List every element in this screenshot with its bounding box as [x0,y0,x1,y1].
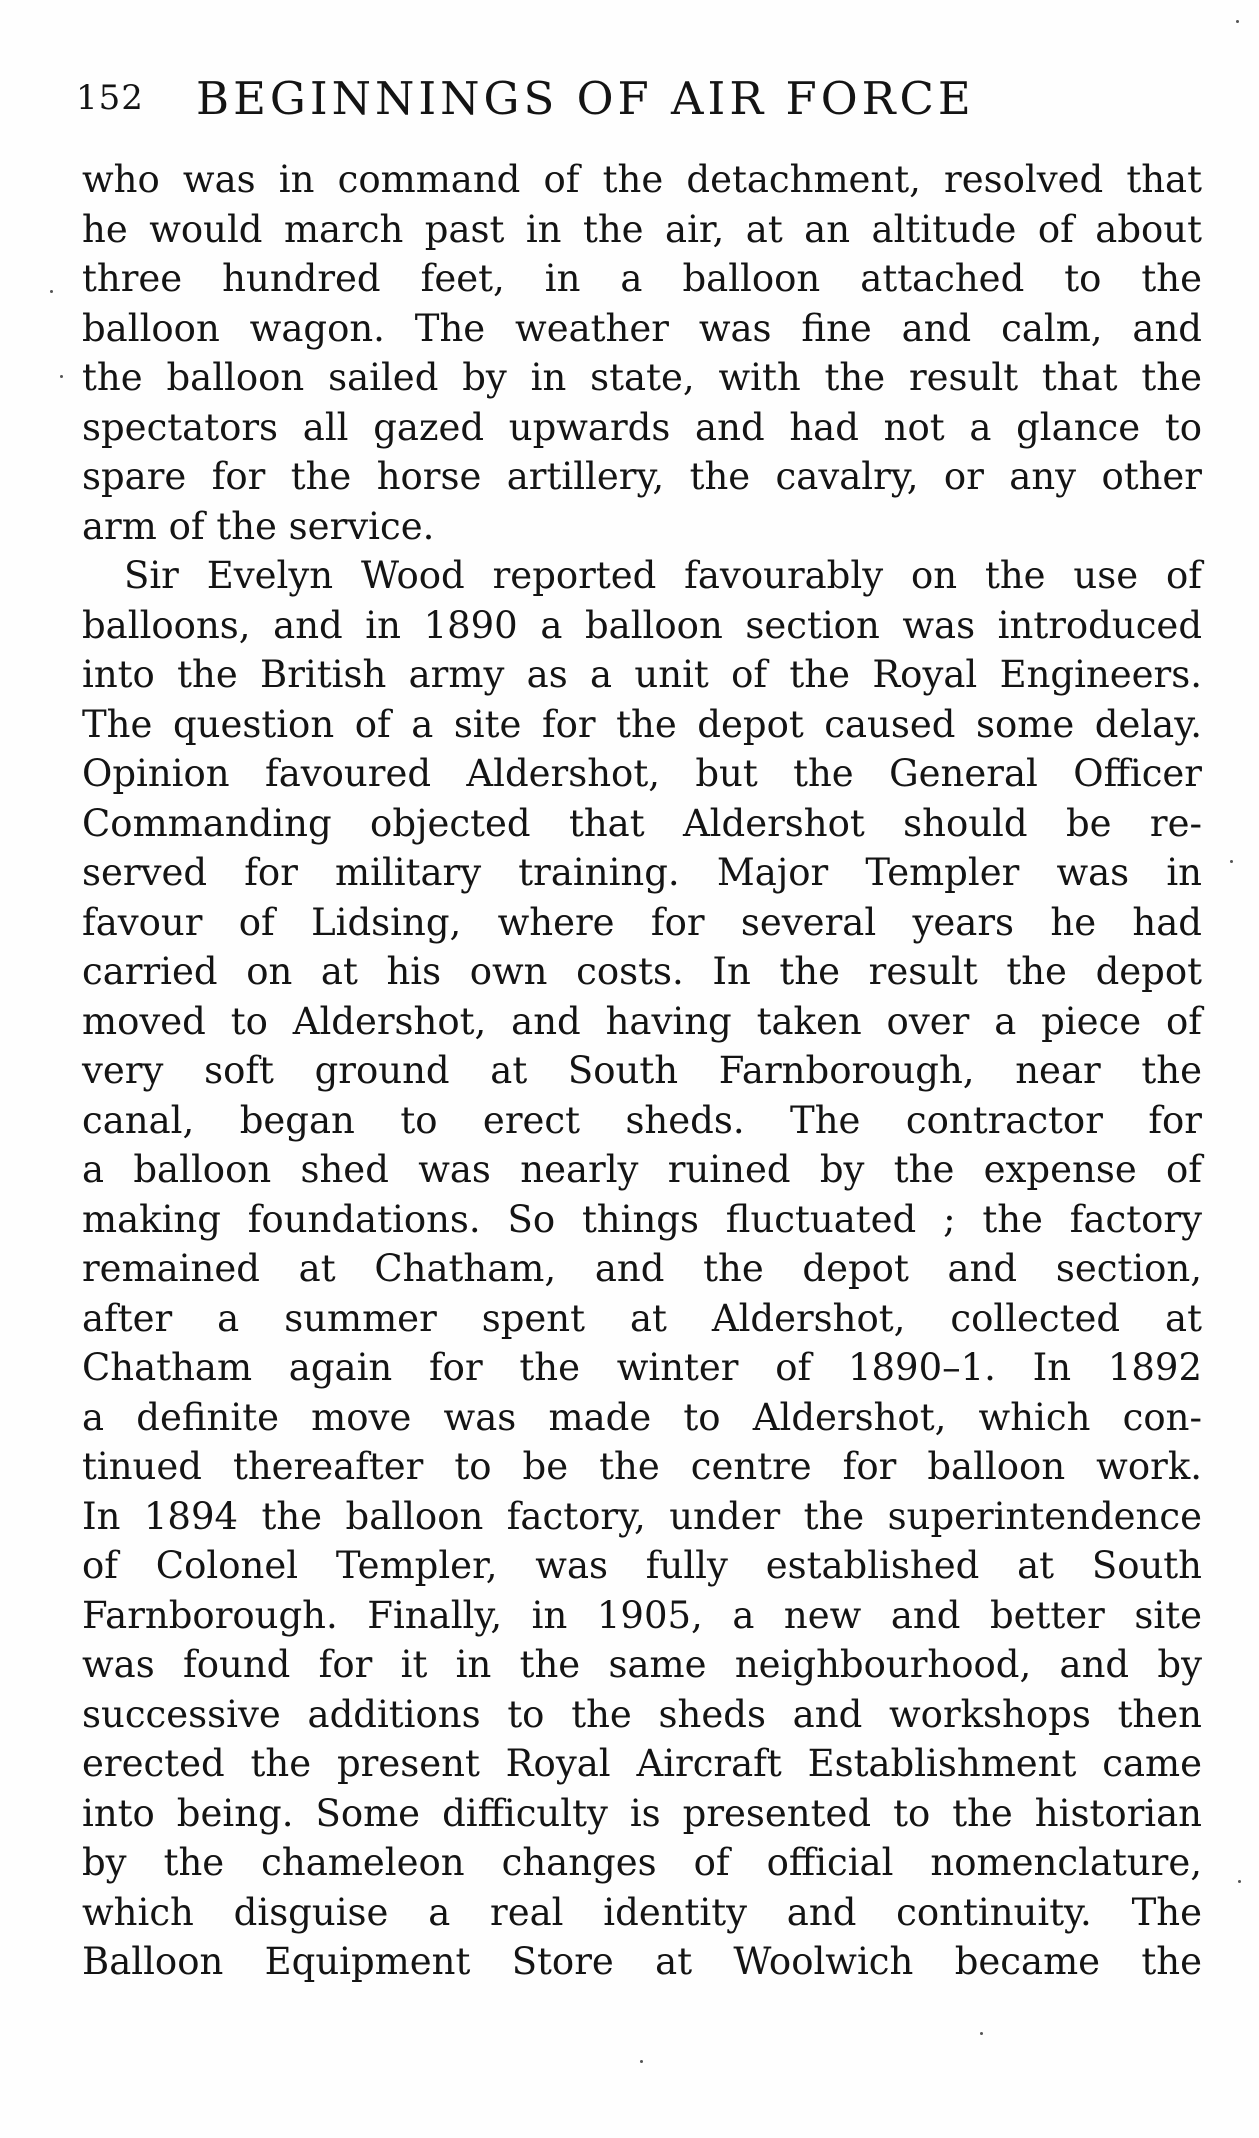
text-line: In 1894 the balloon factory, under the superintendence [82,1494,1202,1538]
text-line: a balloon shed was nearly ruined by the expense of [82,1148,1202,1191]
text-line: carried on at his own costs. In the result the depot [82,950,1202,993]
text-line: by the chameleon changes of official nomenclature, [82,1841,1202,1884]
text-line: erected the present Royal Aircraft Establishment came [82,1742,1202,1785]
text-line: into being. Some difficulty is presented to the historian [82,1791,1202,1835]
scan-speck [50,290,53,293]
paragraph-2 [82,551,1202,1987]
body-text [82,155,1202,1987]
text-line: canal, began to erect sheds. The contractor for [82,1098,1202,1142]
text-line: Opinion favoured Aldershot, but the General Officer [82,752,1202,795]
text-line: very soft ground at South Farnborough, near the [82,1049,1202,1092]
text-line: moved to Aldershot, and having taken over a piece of [82,999,1202,1043]
paragraph-1 [82,155,1202,551]
text-line: tinued thereafter to be the centre for balloon work. [82,1445,1202,1488]
scan-speck [640,2060,643,2063]
scan-speck [1230,860,1233,863]
text-line: served for military training. Major Templer was in [82,851,1202,894]
text-line: spectators all gazed upwards and had not a glance to [82,405,1202,449]
page-header [76,72,1196,132]
text-line: into the British army as a unit of the Royal Engineers. [82,653,1202,696]
running-title: BEGINNINGS OF AIR FORCE [196,72,975,125]
text-line: spare for the horse artillery, the cavalry, or any other [82,455,1202,498]
text-line: after a summer spent at Aldershot, collected at [82,1296,1202,1340]
text-line: who was in command of the detachment, resolved that [82,158,1202,201]
text-line: Chatham again for the winter of 1890–1. In 1892 [82,1346,1202,1389]
text-line: arm of the service. [82,504,435,548]
text-line: three hundred feet, in a balloon attached to the [82,257,1202,300]
text-line: Balloon Equipment Store at Woolwich became the [82,1940,1202,1983]
text-line: The question of a site for the depot caused some delay. [82,702,1202,746]
text-line: successive additions to the sheds and workshops then [82,1692,1202,1736]
page-number: 152 [76,78,144,118]
scan-speck [60,375,63,378]
scan-speck [1238,1880,1241,1883]
text-line: Sir Evelyn Wood reported favourably on the use of [124,554,1202,597]
text-line: of Colonel Templer, was fully established at South [82,1544,1202,1587]
text-line: Farnborough. Finally, in 1905, a new and better site [82,1593,1202,1637]
scan-speck [980,2032,983,2035]
scan-speck [1236,20,1239,23]
text-line: balloon wagon. The weather was fine and calm, and [82,306,1202,350]
text-line: the balloon sailed by in state, with the result that the [82,356,1202,399]
text-line: he would march past in the air, at an altitude of about [82,207,1202,251]
text-line: making foundations. So things fluctuated ; the factory [82,1197,1202,1241]
text-line: Commanding objected that Aldershot should be re- [82,801,1202,845]
text-line: favour of Lidsing, where for several years he had [82,900,1202,944]
text-line: remained at Chatham, and the depot and section, [82,1247,1202,1290]
text-line: was found for it in the same neighbourhood, and by [82,1643,1202,1686]
text-line: which disguise a real identity and continuity. The [82,1890,1202,1934]
text-line: balloons, and in 1890 a balloon section was introduced [82,603,1202,647]
text-line: a definite move was made to Aldershot, which con- [82,1395,1202,1439]
